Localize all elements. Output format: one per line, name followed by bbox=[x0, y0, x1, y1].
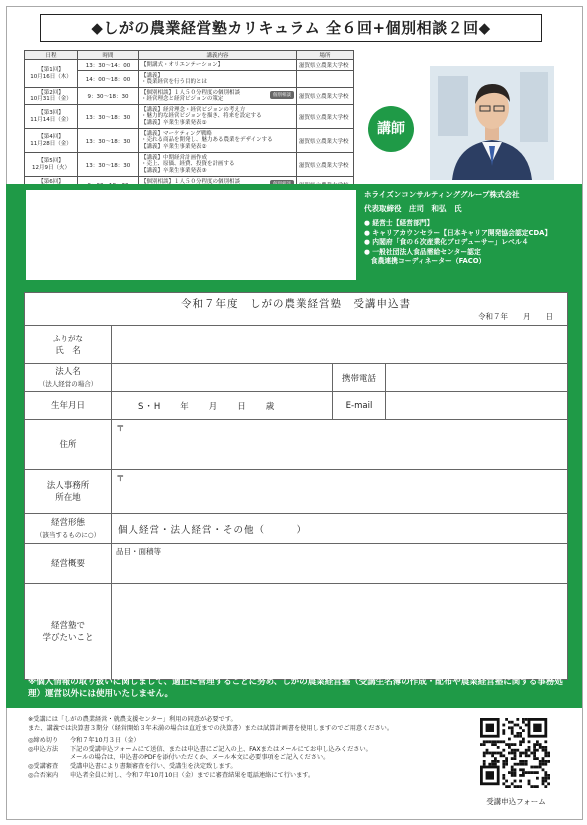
schedule-place-cell bbox=[297, 88, 354, 105]
qr-code-graphic bbox=[480, 718, 550, 788]
schedule-content-text: 【講義】中期経営計画作成 ・売上、原価、経費、投資を計画する 【講義】卒業生事業発表③ bbox=[141, 154, 235, 174]
credential-item: ● キャリアカウンセラー【日本キャリア開発協会認定CDA】 bbox=[364, 228, 552, 237]
mgmt-note-text: （該当するものに○） bbox=[35, 530, 101, 539]
form-table bbox=[24, 325, 568, 680]
furigana-label: ふりがな bbox=[53, 333, 83, 343]
schedule-place-cell bbox=[297, 153, 354, 177]
footer-key bbox=[28, 754, 70, 763]
credential-item: ● 内閣府「食の６次産業化プロデューサー」レベル４ bbox=[364, 238, 529, 246]
footer-value: 下記の受講申込フォームにて送信、または申込書にご記入の上、FAXまたはメールにてお申し込みください。 bbox=[70, 745, 372, 753]
corp-note-text: （法人経営の場合） bbox=[38, 379, 98, 388]
form-header bbox=[24, 292, 568, 325]
schedule-row bbox=[25, 153, 354, 177]
schedule-date: 【第6回】 bbox=[25, 177, 78, 194]
footer-value: 令和７年10月３日（金） bbox=[70, 737, 140, 745]
schedule-content bbox=[139, 153, 297, 177]
schedule-content bbox=[139, 105, 297, 129]
application-form bbox=[24, 292, 568, 680]
footer-key: ◎申込方法 bbox=[28, 745, 59, 753]
schedule-time: 13：30～14：00 bbox=[78, 60, 139, 71]
schedule-date: 【第3回】 11月14日（金） bbox=[25, 105, 78, 129]
want-label: 経営塾で 学びたいこと bbox=[25, 584, 112, 680]
qr-label: 受講申込フォーム bbox=[486, 797, 546, 806]
schedule-date: 【第1回】 10月16日（木） bbox=[25, 60, 78, 88]
mobile-label: 携帯電話 bbox=[333, 364, 386, 392]
credential-item: 食農連携コーディネーター（FACO） bbox=[364, 257, 486, 265]
schedule-date: 【第5回】 12月9日（火） bbox=[25, 153, 78, 177]
footer-value: 申込者全員に対し、令和７年10月10日（金）までに審査結果を電話連絡にて行います。 bbox=[70, 771, 315, 779]
name-label bbox=[25, 326, 112, 364]
mgmt-type-title: 経営形態 bbox=[50, 517, 85, 528]
qr-code-icon[interactable] bbox=[480, 718, 550, 788]
corp-name-field[interactable] bbox=[112, 364, 333, 392]
email-label: E-mail bbox=[333, 392, 386, 420]
schedule-time: 14：00～18：00 bbox=[78, 71, 139, 88]
schedule-place-cell bbox=[297, 129, 354, 153]
instructor-company: ホライズンコンサルティンググループ株式会社 bbox=[364, 190, 520, 199]
footer-key: ◎合否案内 bbox=[28, 771, 59, 779]
summary-field[interactable]: 品目・面積等 bbox=[112, 544, 568, 584]
schedule-header-place: 場所 bbox=[297, 51, 354, 60]
footer-info bbox=[28, 716, 468, 780]
schedule-date: 【第2回】 10月31日（金） bbox=[25, 88, 78, 105]
mgmt-type-label bbox=[25, 514, 112, 544]
schedule-row bbox=[25, 88, 354, 105]
mgmt-type-note bbox=[26, 529, 110, 541]
schedule-row bbox=[25, 129, 354, 153]
footer-row bbox=[28, 754, 468, 763]
schedule-content-text: 【個別相談】１人５０分程度の個別相談 ・経営理念と経営ビジョンの策定 bbox=[141, 89, 241, 102]
office-label: 法人事務所 所在地 bbox=[25, 470, 112, 514]
schedule-place: 滋賀県立農業大学校 bbox=[299, 138, 349, 145]
privacy-notice: ※個人情報の取り扱いに関しまして、適正に管理することに努め、しがの農業経営塾（受講生名簿の作成・配布や農業経営塾に関する事務処理）運営以外には使用いたしません。 bbox=[28, 677, 563, 699]
schedule-content bbox=[139, 129, 297, 153]
schedule-date: 【第4回】 11月28日（金） bbox=[25, 129, 78, 153]
schedule-header-time: 時間 bbox=[78, 51, 139, 60]
instructor-name: 代表取締役 庄司 和弘 氏 bbox=[364, 203, 462, 213]
schedule-header-date: 日程 bbox=[25, 51, 78, 60]
birthdate-field[interactable]: S・H 年 月 日 歳 bbox=[112, 392, 333, 420]
address-label: 住所 bbox=[25, 420, 112, 470]
schedule-place-cell bbox=[297, 105, 354, 129]
address-field[interactable] bbox=[112, 420, 568, 470]
schedule-place-cell bbox=[297, 60, 354, 71]
schedule-header-content: 講義内容 bbox=[139, 51, 297, 60]
schedule-row bbox=[25, 105, 354, 129]
office-postal-mark: 〒 bbox=[116, 474, 125, 484]
email-field[interactable] bbox=[386, 392, 568, 420]
postal-mark: 〒 bbox=[116, 424, 125, 434]
instructor-portrait-icon bbox=[430, 66, 554, 180]
schedule-row bbox=[25, 60, 354, 71]
form-date-line: 令和７年 月 日 bbox=[478, 312, 553, 321]
birthdate-label: 生年月日 bbox=[25, 392, 112, 420]
footer-value: メールの場合は、申込書のPDFを添付いただくか、メール本文に必要事項をご記入ください。 bbox=[70, 754, 330, 762]
consultation-tag: 個別相談 bbox=[270, 91, 294, 99]
instructor-badge: 講師 bbox=[368, 106, 414, 152]
mobile-field[interactable] bbox=[386, 364, 568, 392]
page-title: ◆しがの農業経営塾カリキュラム 全６回+個別相談２回◆ bbox=[40, 14, 542, 42]
schedule-content bbox=[139, 71, 297, 88]
want-field[interactable] bbox=[112, 584, 568, 680]
schedule-time: 13：30～18：30 bbox=[78, 129, 139, 153]
schedule-content bbox=[139, 88, 297, 105]
footer-row bbox=[28, 763, 468, 772]
footer-value: 受講申込書により書類審査を行い、受講生を決定致します。 bbox=[70, 762, 237, 770]
schedule-content-text: 【開講式・オリエンテーション】 bbox=[141, 61, 224, 68]
schedule-place: 滋賀県立農業大学校 bbox=[299, 94, 349, 100]
schedule-content-text: 【講義】マーケティング戦略 ・売れる商品を開発し、魅力ある農業をデザインする 【講義】卒業生事業発表② bbox=[141, 130, 273, 150]
footer-row bbox=[28, 772, 468, 781]
footer-row bbox=[28, 737, 468, 746]
footer-note-2: また、講義では決算書３期分（経営開始３年未満の場合は直近までの決算書）または試算計画書を使用しますのでご用意ください。 bbox=[28, 724, 394, 732]
credential-item: ● 経営士【経営部門】 bbox=[364, 219, 434, 227]
corp-name-field-label: 法人名 bbox=[55, 366, 81, 377]
schedule-place: 滋賀県立農業大学校 bbox=[299, 63, 349, 69]
schedule-time: 13：30～18：30 bbox=[78, 153, 139, 177]
mgmt-type-field[interactable]: 個人経営・法人経営・その他（ ） bbox=[112, 514, 568, 544]
schedule-place-cell bbox=[297, 71, 354, 88]
schedule-content-text: 【個別相談】１人５０分程度の個別相談 bbox=[141, 178, 241, 185]
schedule-place: 滋賀県立農業大学校 bbox=[299, 114, 349, 121]
footer-key: ◎受講審査 bbox=[28, 762, 59, 770]
form-title: 令和７年度 しがの農業経営塾 受講申込書 bbox=[181, 298, 411, 310]
summary-label: 経営概要 bbox=[25, 544, 112, 584]
instructor-photo bbox=[430, 66, 554, 180]
schedule-content-text: 【講義】 ・農業経営を行う目的とは bbox=[141, 72, 208, 85]
footer-key: ◎締め切り bbox=[28, 737, 59, 745]
schedule-content bbox=[139, 60, 297, 71]
office-field[interactable] bbox=[112, 470, 568, 514]
schedule-place: 滋賀県立農業大学校 bbox=[299, 162, 349, 169]
schedule-background bbox=[26, 190, 356, 280]
corp-note bbox=[26, 378, 110, 390]
name-field-label: 氏 名 bbox=[55, 345, 81, 356]
name-field[interactable] bbox=[112, 326, 568, 364]
footer-note-1: ※受講には「しがの農業経営・就農支援センター」利用の同意が必要です。 bbox=[28, 716, 237, 723]
schedule-time: 13：30～18：30 bbox=[78, 105, 139, 129]
corp-name-label bbox=[25, 364, 112, 392]
credential-item: ● 一般社団法人食品需給センター認定 bbox=[364, 247, 481, 256]
schedule-content-text: 【講義】経営理念・経営ビジョンの考え方 ・魅力的な経営ビジョンを描き、将来を設定する 【講義】卒業生事業発表① bbox=[141, 106, 262, 126]
schedule-time: 9：30～18：30 bbox=[78, 88, 139, 105]
instructor-profile bbox=[364, 190, 579, 267]
